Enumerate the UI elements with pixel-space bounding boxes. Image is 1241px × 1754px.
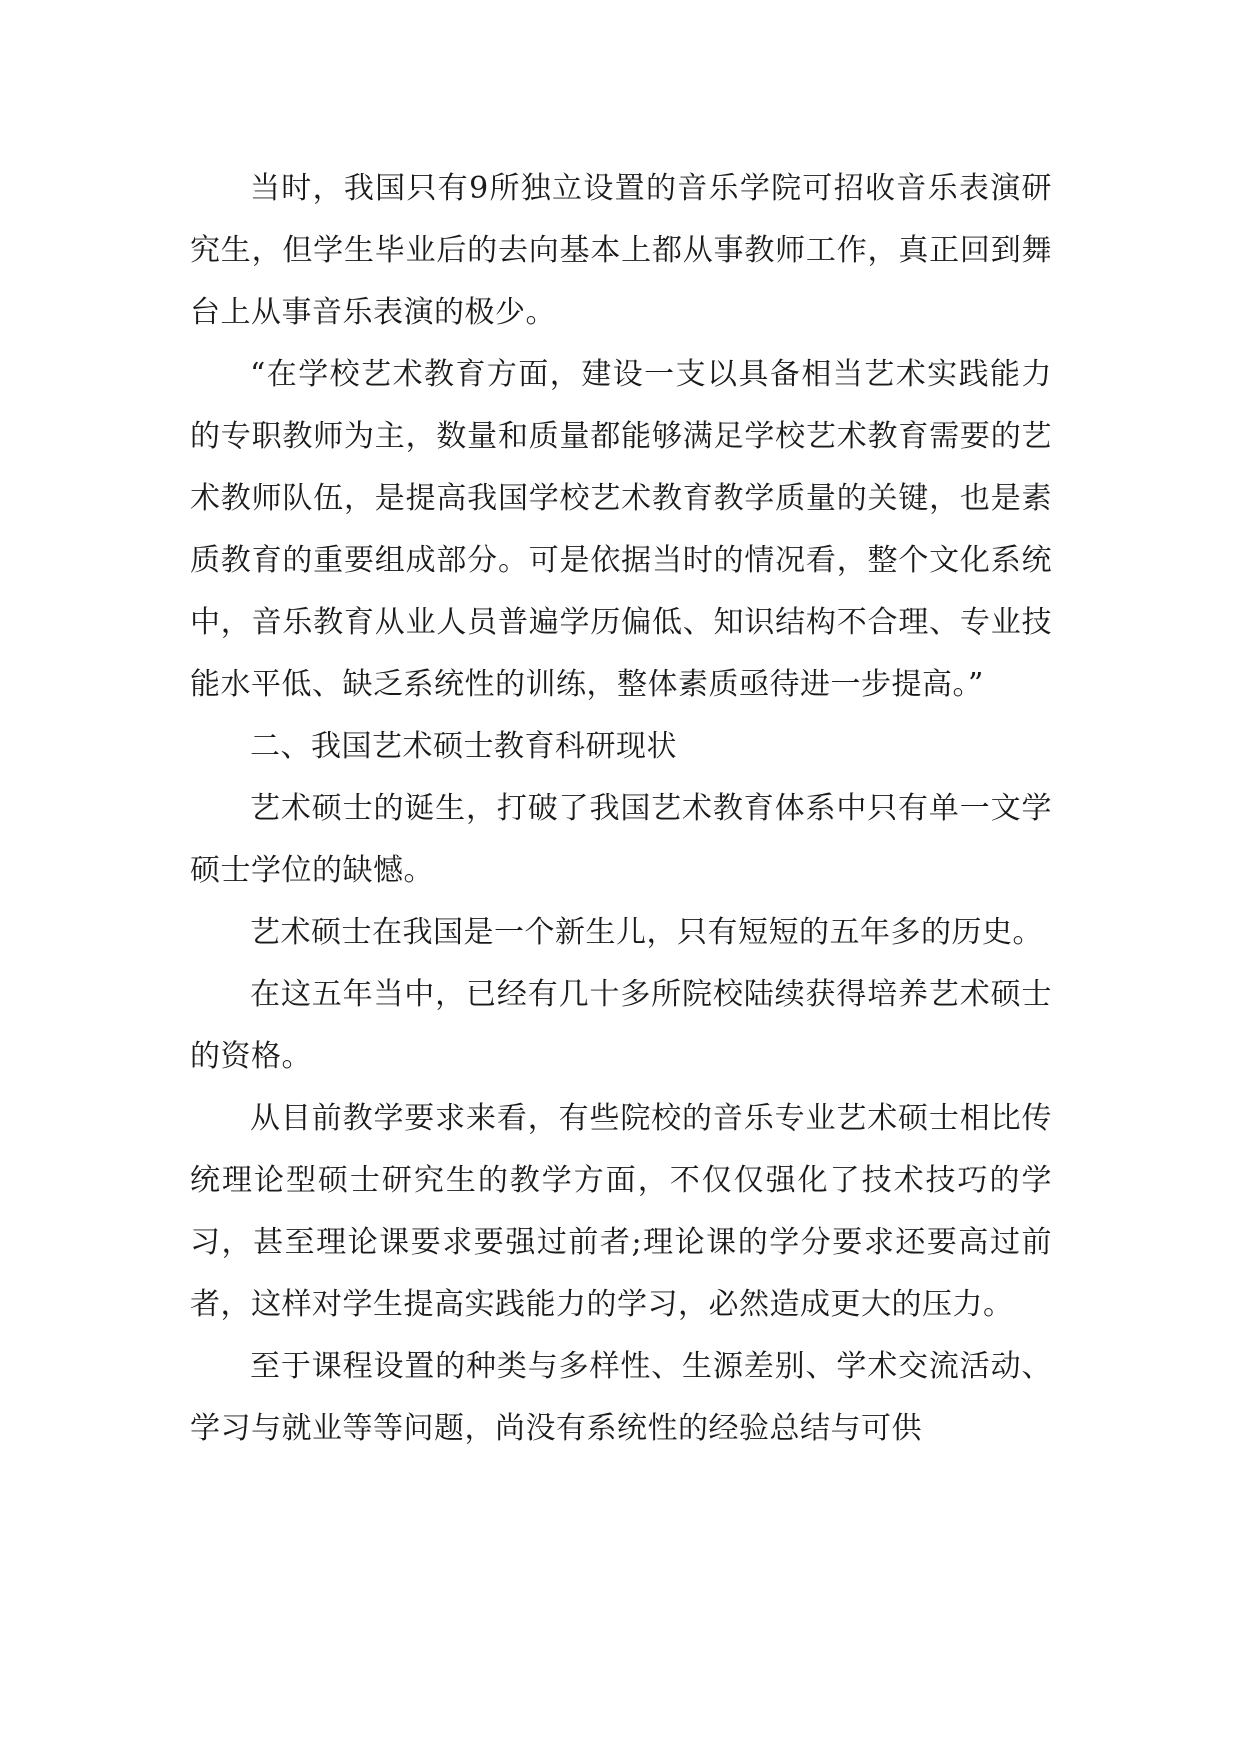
section-heading: 二、我国艺术硕士教育科研现状	[250, 729, 677, 764]
paragraph-5: 在这五年当中，已经有几十多所院校陆续获得培养艺术硕士的资格。	[190, 977, 1052, 1074]
paragraph-1: 当时，我国只有9所独立设置的音乐学院可招收音乐表演研究生，但学生毕业后的去向基本上都从事教师工作，真正回到舞台上从事音乐表演的极少。	[190, 171, 1052, 330]
paragraph-3: 艺术硕士的诞生，打破了我国艺术教育体系中只有单一文学硕士学位的缺憾。	[190, 791, 1052, 888]
document-page	[190, 158, 1052, 1460]
paragraph-4: 艺术硕士在我国是一个新生儿，只有短短的五年多的历史。	[250, 915, 1043, 950]
paragraph-6: 从目前教学要求来看，有些院校的音乐专业艺术硕士相比传统理论型硕士研究生的教学方面，不仅仅强化了技术技巧的学习，甚至理论课要求要强过前者;理论课的学分要求还要高过前者，这样对学生提高实践能力的学习，必然造成更大的压力。	[190, 1101, 1052, 1322]
paragraph-7: 至于课程设置的种类与多样性、生源差别、学术交流活动、学习与就业等等问题，尚没有系统性的经验总结与可供	[190, 1349, 1052, 1446]
paragraph-quote: “在学校艺术教育方面，建设一支以具备相当艺术实践能力的专职教师为主，数量和质量都能够满足学校艺术教育需要的艺术教师队伍，是提高我国学校艺术教育教学质量的关键，也是素质教育的重要组成部分。可是依据当时的情况看，整个文化系统中，音乐教育从业人员普遍学历偏低、知识结构不合理、专业技能水平低、缺乏系统性的训练，整体素质亟待进一步提高。”	[190, 357, 1052, 702]
